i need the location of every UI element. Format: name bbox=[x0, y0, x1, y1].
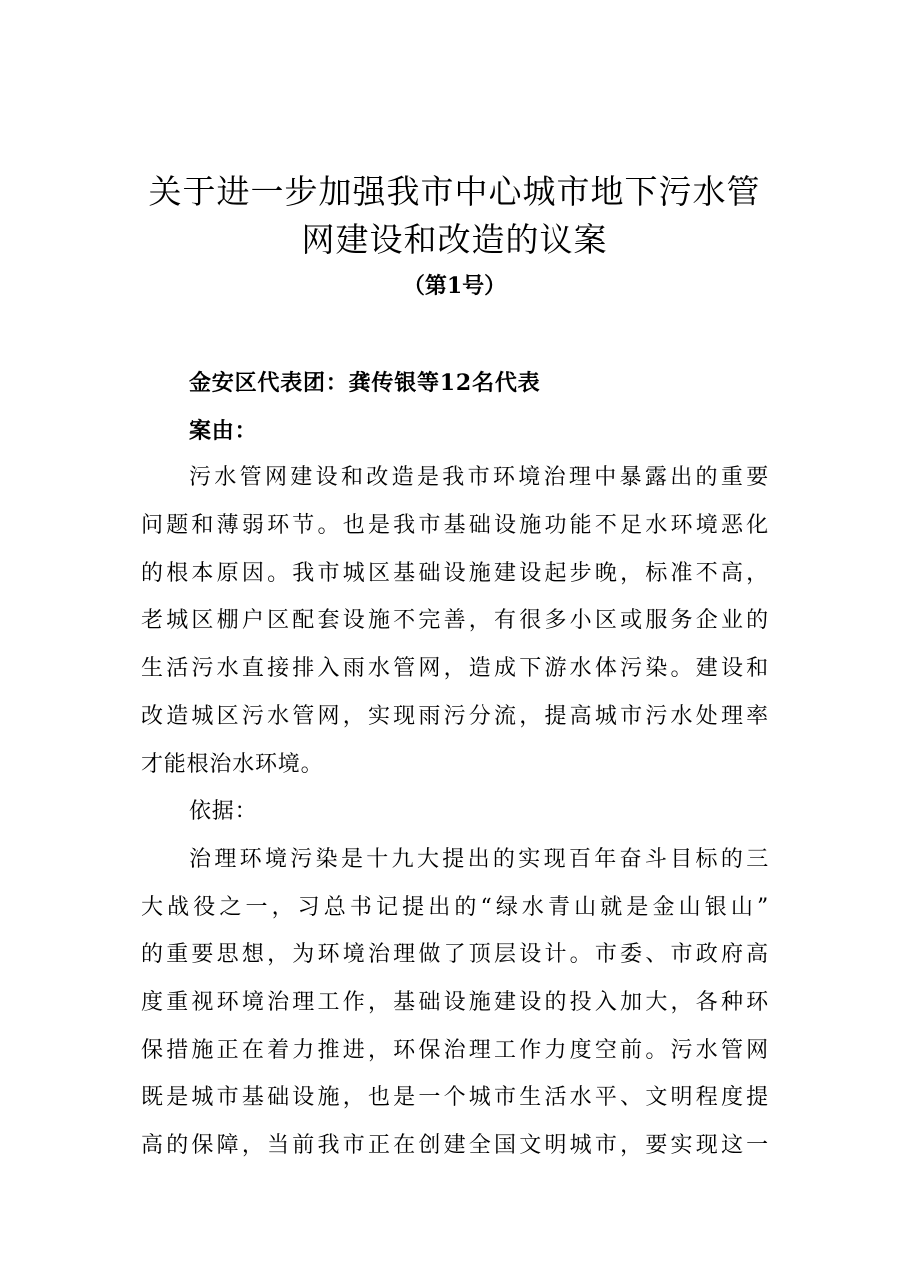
reason-line: 老城区棚户区配套设施不完善，有很多小区或服务企业的 bbox=[141, 608, 769, 633]
basis-heading: 依据： bbox=[189, 799, 258, 824]
reason-line: 问题和薄弱环节。也是我市基础设施功能不足水环境恶化 bbox=[141, 513, 769, 538]
document-number: （第1号） bbox=[402, 273, 507, 299]
reason-line: 改造城区污水管网，实现雨污分流，提高城市污水处理率 bbox=[141, 704, 769, 729]
reason-heading: 案由： bbox=[189, 418, 258, 444]
reason-line: 生活污水直接排入雨水管网，造成下游水体污染。建设和 bbox=[141, 656, 769, 681]
reason-line: 污水管网建设和改造是我市环境治理中暴露出的重要 bbox=[189, 465, 769, 490]
reason-line: 才能根治水环境。 bbox=[141, 752, 324, 777]
document-title-line-1: 关于进一步加强我市中心城市地下污水管 bbox=[148, 172, 761, 211]
basis-line: 高的保障，当前我市正在创建全国文明城市，要实现这一 bbox=[141, 1133, 769, 1158]
reason-line: 的根本原因。我市城区基础设施建设起步晚，标准不高， bbox=[141, 561, 769, 586]
basis-line: 的重要思想，为环境治理做了顶层设计。市委、市政府高 bbox=[141, 942, 769, 967]
basis-line: 保措施正在着力推进，环保治理工作力度空前。污水管网 bbox=[141, 1038, 769, 1063]
basis-line: 既是城市基础设施，也是一个城市生活水平、文明程度提 bbox=[141, 1085, 769, 1110]
document-title-line-2: 网建设和改造的议案 bbox=[301, 220, 608, 259]
delegation-line: 金安区代表团：龚传银等12名代表 bbox=[189, 370, 541, 396]
basis-line: 度重视环境治理工作，基础设施建设的投入加大，各种环 bbox=[141, 990, 769, 1015]
basis-line: 治理环境污染是十九大提出的实现百年奋斗目标的三 bbox=[189, 847, 769, 872]
basis-line: 大战役之一，习总书记提出的“绿水青山就是金山银山” bbox=[141, 895, 769, 920]
